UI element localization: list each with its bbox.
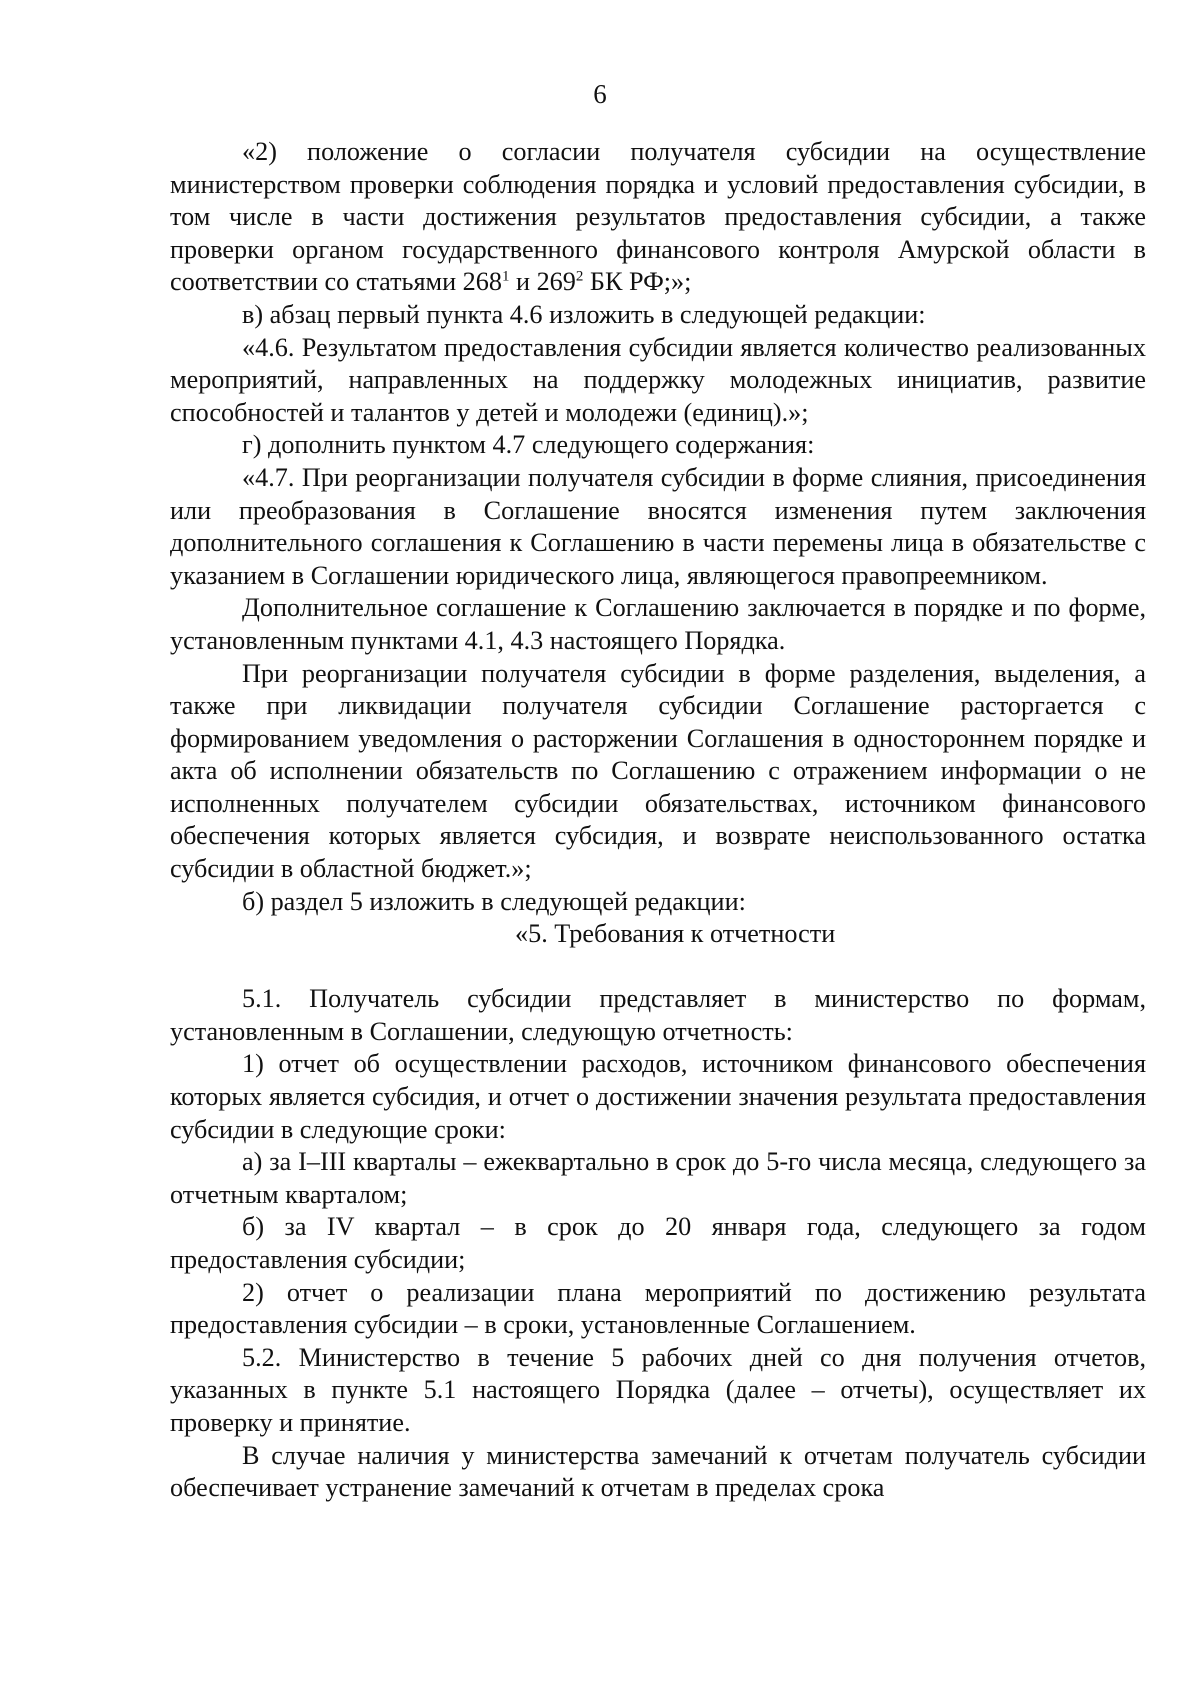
paragraph-text: и 269 — [509, 267, 576, 297]
paragraph-amend-b: б) раздел 5 изложить в следующей редакции: — [242, 886, 746, 916]
paragraph-4-7: «4.7. При реорганизации получателя субсидии в форме слияния, присоединения или преобразования в Соглашение вносятся изменения путем заключения дополнительного соглашения к Соглашению в части перемены лица в обязательстве с указанием в Соглашении юридического лица, являющегося правопреемником. — [170, 462, 1146, 590]
paragraph-text: «2) положение о согласии получателя субсидии на осуществление министерством проверки соблюдения порядка и условий предоставления субсидии, в том числе в части достижения результатов предоставления субсидии, а также проверки органом государственного финансового контроля Амурской области в соответствии со статьями 268 — [170, 137, 1146, 297]
paragraph-report-a: а) за I–III кварталы – ежеквартально в срок до 5-го числа месяца, следующего за отчетным кварталом; — [170, 1147, 1146, 1209]
paragraph-5-1: 5.1. Получатель субсидии представляет в министерство по формам, установленным в Соглашении, следующую отчетность: — [170, 984, 1146, 1046]
paragraph-5-2: 5.2. Министерство в течение 5 рабочих дней со дня получения отчетов, указанных в пункте 5.1 настоящего Порядка (далее – отчеты), осуществляет их проверку и принятие. — [170, 1342, 1146, 1437]
paragraph-reorganization: При реорганизации получателя субсидии в форме разделения, выделения, а также при ликвидации получателя субсидии Соглашение расторгается с формированием уведомления о расторжении Соглашения в одностороннем порядке и акта об исполнении обязательств по Соглашению с отражением информации о не исполненных получателем субсидии обязательствах, источником финансового обеспечения которых является субсидия, и возврате неиспользованного остатка субсидии в областной бюджет.»; — [170, 658, 1146, 884]
paragraph-text: БК РФ;»; — [583, 267, 692, 297]
paragraph-4-6: «4.6. Результатом предоставления субсидии является количество реализованных мероприятий, направленных на поддержку молодежных инициатив, развитие способностей и талантов у детей и молодежи (единиц).»; — [170, 332, 1146, 427]
paragraph-amend-g: г) дополнить пунктом 4.7 следующего содержания: — [242, 430, 815, 460]
document-body — [170, 136, 1146, 1505]
paragraph-remarks: В случае наличия у министерства замечаний к отчетам получатель субсидии обеспечивает устранение замечаний к отчетам в пределах срока — [170, 1440, 1146, 1503]
superscript: 2 — [575, 268, 584, 285]
paragraph-report-1: 1) отчет об осуществлении расходов, источником финансового обеспечения которых является субсидия, и отчет о достижении значения результата предоставления субсидии в следующие сроки: — [170, 1049, 1146, 1144]
superscript: 1 — [501, 268, 510, 285]
paragraph-report-b: б) за IV квартал – в срок до 20 января года, следующего за годом предоставления субсидии; — [170, 1212, 1146, 1274]
page-number: 6 — [593, 79, 607, 109]
paragraph-additional-agreement: Дополнительное соглашение к Соглашению заключается в порядке и по форме, установленным пунктами 4.1, 4.3 настоящего Порядка. — [170, 593, 1146, 655]
paragraph-amend-v: в) абзац первый пункта 4.6 изложить в следующей редакции: — [242, 299, 926, 329]
section-heading: «5. Требования к отчетности — [515, 919, 836, 949]
paragraph-item-2 — [170, 136, 1146, 299]
paragraph-report-2: 2) отчет о реализации плана мероприятий по достижению результата предоставления субсидии – в сроки, установленные Соглашением. — [170, 1277, 1146, 1340]
